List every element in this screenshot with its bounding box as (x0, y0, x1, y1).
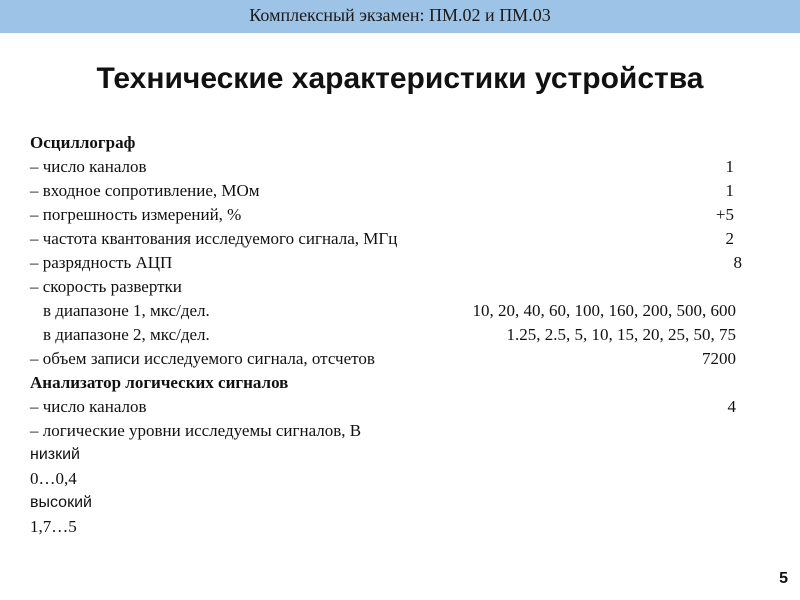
spec-label: в диапазоне 1, мкс/дел. (43, 301, 210, 320)
low-level-value: 0…0,4 (30, 469, 77, 488)
spec-value: 4 (727, 397, 736, 416)
spec-row-record-volume (30, 347, 742, 371)
oscillograph-heading: Осциллограф (30, 133, 136, 152)
header-text: Комплексный экзамен: ПМ.02 и ПМ.03 (249, 5, 551, 25)
spec-content (30, 131, 742, 539)
spec-row-error (30, 203, 742, 227)
page-number: 5 (779, 570, 788, 587)
spec-row-analyzer-channels (30, 395, 742, 419)
spec-row-channels (30, 155, 742, 179)
spec-value: 10, 20, 40, 60, 100, 160, 200, 500, 600 (472, 301, 736, 320)
spec-row-range2 (30, 323, 742, 347)
spec-value: +5 (715, 205, 734, 224)
spec-row-adc-bits (30, 251, 742, 275)
spec-label: – разрядность АЦП (30, 253, 173, 272)
spec-label: – число каналов (30, 157, 147, 176)
analyzer-heading: Анализатор логических сигналов (30, 373, 289, 392)
spec-value: 2 (725, 229, 734, 248)
spec-label: в диапазоне 2, мкс/дел. (43, 325, 210, 344)
spec-label: – частота квантования исследуемого сигнала, МГц (30, 229, 398, 248)
high-level-value: 1,7…5 (30, 517, 77, 536)
page-title: Технические характеристики устройства (96, 62, 704, 95)
spec-row-logic-levels (30, 419, 742, 443)
spec-value: 1.25, 2.5, 5, 10, 15, 20, 25, 50, 75 (506, 325, 736, 344)
spec-value: 1 (725, 157, 734, 176)
spec-row-sampling-frequency (30, 227, 742, 251)
spec-label: – логические уровни исследуемы сигналов, В (30, 421, 362, 440)
spec-row-sweep-speed (30, 275, 742, 299)
spec-label: – объем записи исследуемого сигнала, отсчетов (30, 349, 375, 368)
spec-label: – скорость развертки (30, 277, 182, 296)
spec-label: – погрешность измерений, % (30, 205, 242, 224)
spec-label: – входное сопротивление, МОм (30, 181, 260, 200)
high-level-label: высокий (30, 494, 92, 511)
spec-value: 8 (733, 253, 742, 272)
spec-row-range1 (30, 299, 742, 323)
low-level-label: низкий (30, 446, 80, 463)
spec-value: 1 (725, 181, 734, 200)
spec-value: 7200 (702, 349, 736, 368)
spec-row-input-resistance (30, 179, 742, 203)
spec-label: – число каналов (30, 397, 147, 416)
